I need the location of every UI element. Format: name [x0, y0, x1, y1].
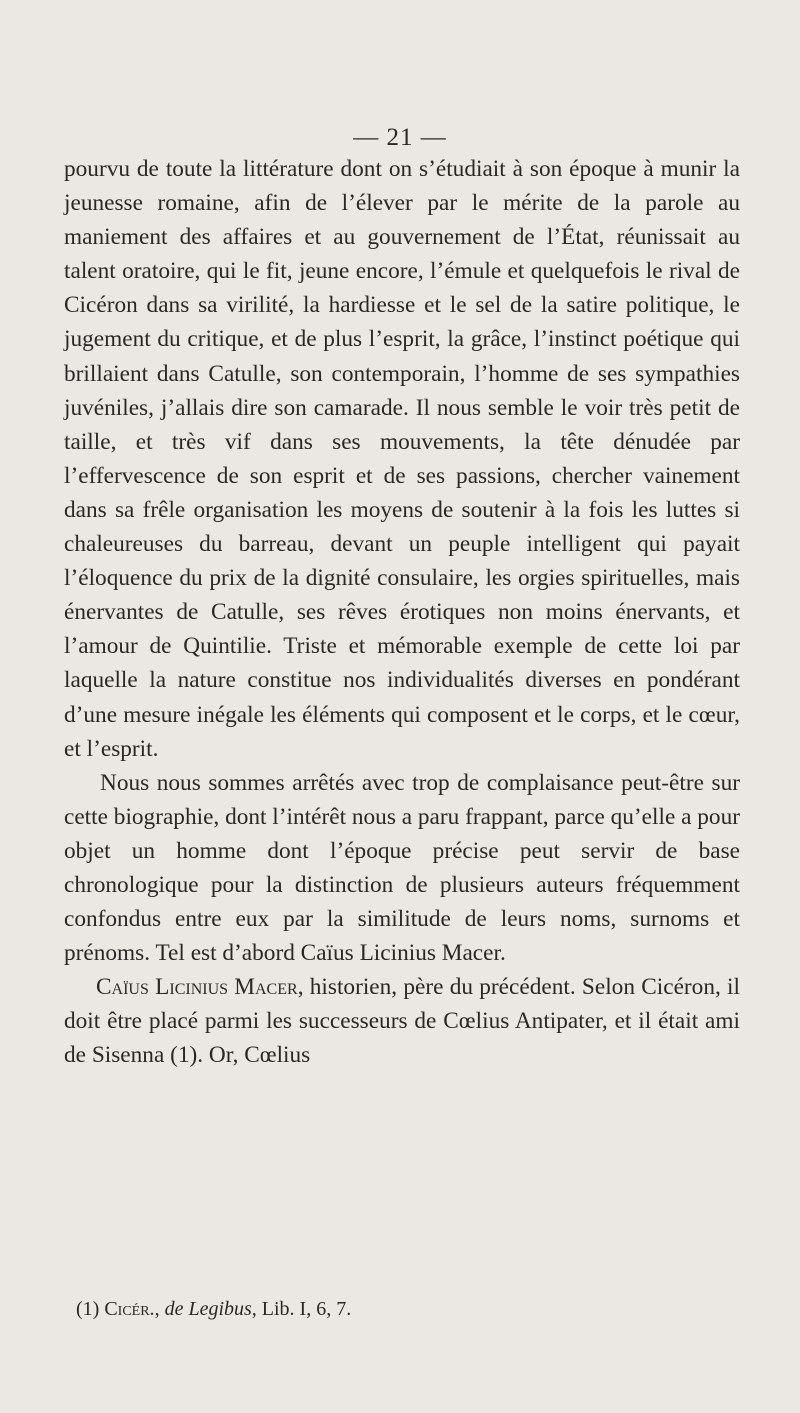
footnote-ref: , Lib. I, 6, 7.	[251, 1298, 352, 1320]
footnote-title: de Legibus	[164, 1298, 252, 1320]
footnote-sep: ,	[154, 1298, 160, 1320]
footnote-author: Cicér.	[104, 1298, 155, 1320]
paragraph-1: pourvu de toute la littérature dont on s’étudiait à son époque à munir la jeunesse romaine, afin de l’élever par le mérite de la parole au maniement des affaires et au gouvernement de l’État, réunissait au talent oratoire, qui le fit, jeune encore, l’émule et quelquefois le rival de Cicéron dans sa virilité, la hardiesse et le sel de la satire politique, le jugement du critique, et de plus l’esprit, la grâce, l’instinct poétique qui brillaient dans Catulle, son contemporain, l’homme de ses sympathies juvéniles, j’allais dire son camarade. Il nous semble le voir très petit de taille, et très vif dans ses mouvements, la tête dénudée par l’effervescence de son esprit et de ses passions, chercher vainement dans sa frêle organisation les moyens de soutenir à la fois les luttes si chaleureuses du barreau, devant un peuple intelligent qui payait l’éloquence du prix de la dignité consulaire, les orgies spirituelles, mais énervantes de Catulle, ses rêves érotiques non moins énervants, et l’amour de Quintilie. Triste et mémorable exemple de cette loi par laquelle la nature constitue nos individualités diverses en pondérant d’une mesure inégale les éléments qui composent et le corps, et le cœur, et l’esprit.	[64, 156, 740, 762]
paragraph-2: Nous nous sommes arrêtés avec trop de complaisance peut-être sur cette biographie, dont l’intérêt nous a paru frappant, parce qu’elle a pour objet un homme dont l’époque précise peut servir de base chronologique pour la distinction de plusieurs auteurs fréquemment confondus entre eux par la similitude de leurs noms, surnoms et prénoms. Tel est d’abord Caïus Licinius Macer.	[64, 769, 740, 967]
historian-name: Caïus Licinius Macer	[96, 974, 298, 1001]
paragraph-3-text: , historien, père du précédent. Selon Cicéron, il doit être placé parmi les successeurs de Cœlius Antipater, et il était ami de Sisenna (1). Or, Cœlius	[64, 974, 740, 1069]
footnote-marker: (1)	[76, 1298, 100, 1320]
paragraph-3	[64, 970, 740, 1072]
body-text	[64, 152, 740, 1073]
page-number: — 21 —	[353, 124, 447, 151]
footnote	[76, 1295, 736, 1323]
